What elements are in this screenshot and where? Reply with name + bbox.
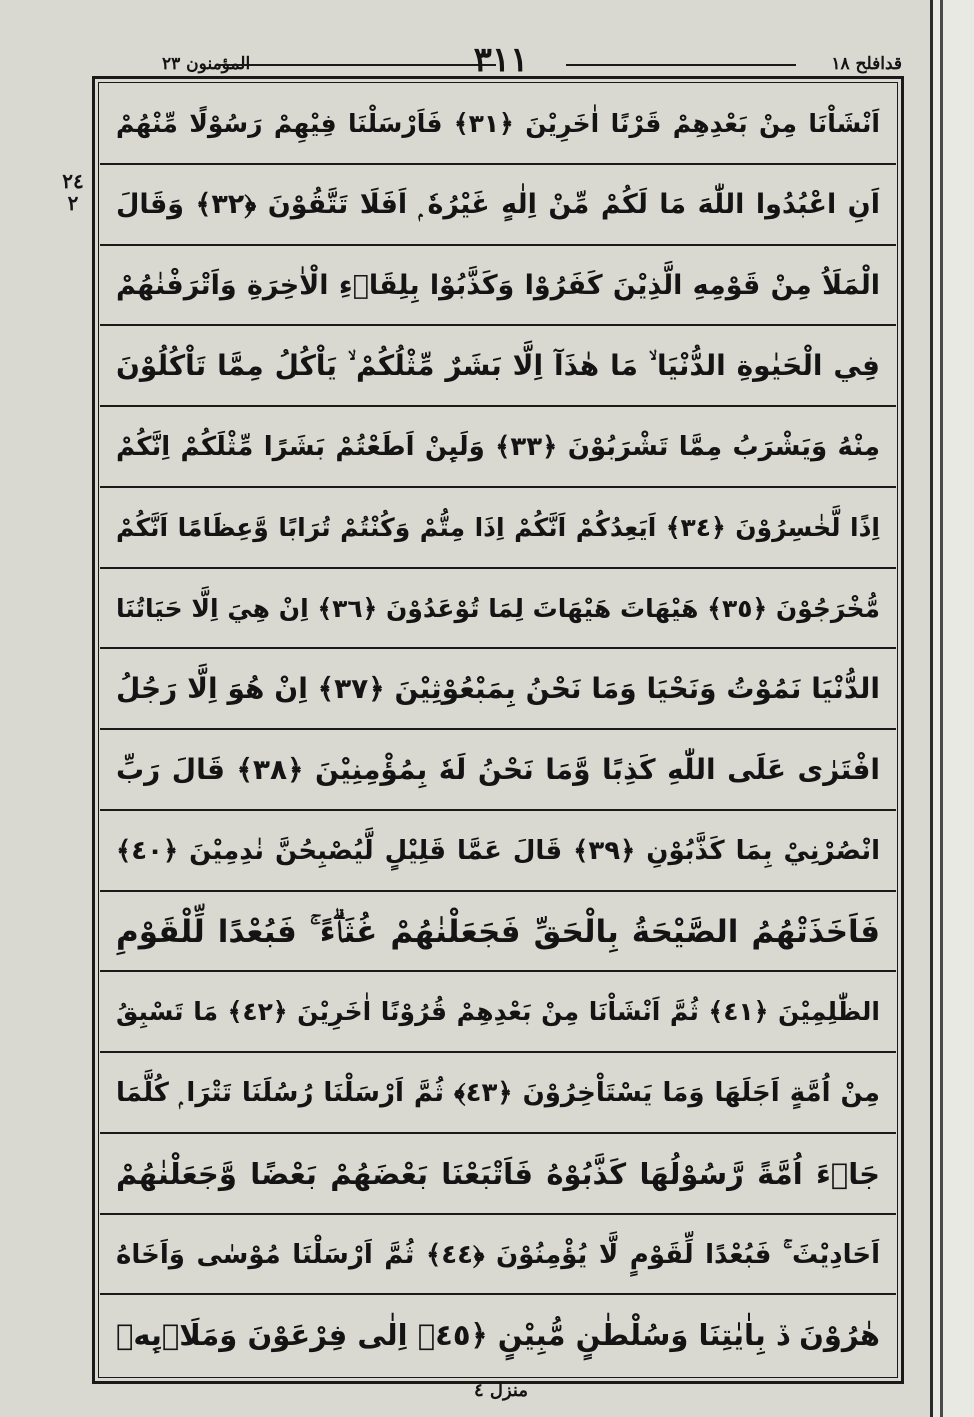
page-header [96, 40, 906, 80]
text-line: مِنْهُ وَيَشْرَبُ مِمَّا تَشْرَبُوْنَ ﴿٣٣﴾ وَلَىِٕنْ اَطَعْتُمْ بَشَرًا مِّثْلَكُمْ اِنَّكُمْ [100, 407, 896, 488]
text-line: فَاَخَذَتْهُمُ الصَّيْحَةُ بِالْحَقِّ فَجَعَلْنٰهُمْ غُثَاۗءً ۚ فَبُعْدًا لِّلْقَوْمِ [100, 892, 896, 973]
page-binding [930, 0, 974, 1417]
text-line: الظّٰلِمِيْنَ ﴿٤١﴾ ثُمَّ اَنْشَاْنَا مِنْ بَعْدِهِمْ قُرُوْنًا اٰخَرِيْنَ ﴿٤٢﴾ مَا تَسْبِقُ [100, 972, 896, 1053]
text-lines [100, 84, 896, 1376]
text-line: مِنْ اُمَّةٍ اَجَلَهَا وَمَا يَسْتَاْخِرُوْنَ ﴿٤٣﴾ ثُمَّ اَرْسَلْنَا رُسُلَنَا تَتْرَا ۭ كُلَّمَا [100, 1053, 896, 1134]
text-line: اَنْشَاْنَا مِنْ بَعْدِهِمْ قَرْنًا اٰخَرِيْنَ ﴿٣١﴾ فَاَرْسَلْنَا فِيْهِمْ رَسُوْلًا مِّنْهُمْ [100, 84, 896, 165]
text-line: اَحَادِيْثَ ۚ فَبُعْدًا لِّقَوْمٍ لَّا يُؤْمِنُوْنَ ﴿٤٤﴾ ثُمَّ اَرْسَلْنَا مُوْسٰى وَاَخَاهُ [100, 1215, 896, 1296]
surah-name: المؤمنون ٢٣ [162, 54, 251, 74]
juz-name: قدافلح ١٨ [831, 54, 902, 74]
text-line: هٰرُوْنَ ڏ بِاٰيٰتِنَا وَسُلْطٰنٍ مُّبِيْنٍ ﴿٤٥﴾ اِلٰى فِرْعَوْنَ وَمَلَا۟ىِٕهٖ [116, 1318, 880, 1353]
text-line: الْمَلَاُ مِنْ قَوْمِهِ الَّذِيْنَ كَفَرُوْا وَكَذَّبُوْا بِلِقَاۗءِ الْاٰخِرَةِ وَاَتْرَفْنٰهُمْ [100, 246, 896, 327]
text-line: مُّخْرَجُوْنَ ﴿٣٥﴾ هَيْهَاتَ هَيْهَاتَ لِمَا تُوْعَدُوْنَ ﴿٣٦﴾ اِنْ هِيَ اِلَّا حَيَاتُنَا [100, 569, 896, 650]
binding-line [940, 0, 943, 1417]
text-line: افْتَرٰى عَلَى اللّٰهِ كَذِبًا وَّمَا نَحْنُ لَهٗ بِمُؤْمِنِيْنَ ﴿٣٨﴾ قَالَ رَبِّ [100, 730, 896, 811]
text-line: اِذًا لَّخٰسِرُوْنَ ﴿٣٤﴾ اَيَعِدُكُمْ اَنَّكُمْ اِذَا مِتُّمْ وَكُنْتُمْ تُرَابًا وَّعِظَامًا اَنَّكُمْ [100, 488, 896, 569]
text-line: انْصُرْنِيْ بِمَا كَذَّبُوْنِ ﴿٣٩﴾ قَالَ عَمَّا قَلِيْلٍ لَّيُصْبِحُنَّ نٰدِمِيْنَ ﴿٤٠﴾ [100, 811, 896, 892]
text-line: اَنِ اعْبُدُوا اللّٰهَ مَا لَكُمْ مِّنْ اِلٰهٍ غَيْرُهٗ ۭ اَفَلَا تَتَّقُوْنَ ﴿٣٢﴾ وَقَالَ [100, 165, 896, 246]
manzil-label: منزل ٤ [473, 1380, 529, 1401]
ruku-marker: ٢٤ ٢ [62, 169, 84, 215]
page-footer [96, 1378, 906, 1408]
text-line: جَاۗءَ اُمَّةً رَّسُوْلُهَا كَذَّبُوْهُ فَاَتْبَعْنَا بَعْضَهُمْ بَعْضًا وَّجَعَلْنٰهُمْ [100, 1134, 896, 1215]
text-line: الدُّنْيَا نَمُوْتُ وَنَحْيَا وَمَا نَحْنُ بِمَبْعُوْثِيْنَ ﴿٣٧﴾ اِنْ هُوَ اِلَّا رَجُلُ [100, 649, 896, 730]
text-line: فِي الْحَيٰوةِ الدُّنْيَا ۙ مَا هٰذَآ اِلَّا بَشَرٌ مِّثْلُكُمْ ۙ يَاْكُلُ مِمَّا تَاْكُلُوْنَ [100, 326, 896, 407]
page-number: ٣١١ [473, 40, 529, 80]
